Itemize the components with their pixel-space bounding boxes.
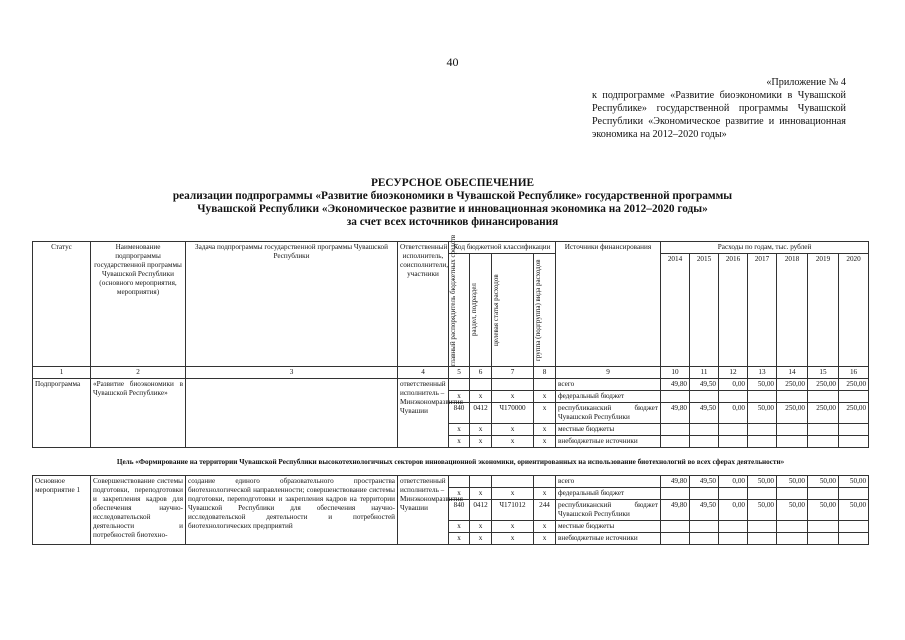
amount-cell bbox=[808, 533, 839, 545]
amount-cell: 50,00 bbox=[748, 476, 777, 488]
amount-cell bbox=[690, 488, 719, 500]
code-cell bbox=[534, 476, 556, 488]
amount-cell: 250,00 bbox=[808, 403, 839, 424]
amount-cell: 50,00 bbox=[808, 476, 839, 488]
code-cell: x bbox=[470, 436, 492, 448]
amount-cell: 49,50 bbox=[690, 476, 719, 488]
column-number: 8 bbox=[534, 367, 556, 379]
source-cell: республиканский бюджет Чувашской Республики bbox=[556, 500, 661, 521]
amount-cell: 0,00 bbox=[719, 476, 748, 488]
task-cell bbox=[186, 379, 398, 448]
appendix-title: «Приложение № 4 bbox=[766, 77, 846, 88]
code-cell: 0412 bbox=[470, 500, 492, 521]
column-number: 10 bbox=[661, 367, 690, 379]
amount-cell bbox=[839, 391, 869, 403]
page-number: 40 bbox=[446, 55, 459, 69]
code-cell: 840 bbox=[449, 403, 470, 424]
table-row bbox=[33, 379, 869, 391]
amount-cell bbox=[748, 533, 777, 545]
amount-cell bbox=[748, 391, 777, 403]
code-cell: x bbox=[534, 424, 556, 436]
amount-cell bbox=[690, 436, 719, 448]
code-cell: 244 bbox=[534, 500, 556, 521]
amount-cell: 250,00 bbox=[777, 403, 808, 424]
code-cell: Ч170000 bbox=[492, 403, 534, 424]
amount-cell bbox=[719, 391, 748, 403]
amount-cell bbox=[808, 391, 839, 403]
code-cell bbox=[492, 379, 534, 391]
column-number: 2 bbox=[91, 367, 186, 379]
amount-cell bbox=[690, 521, 719, 533]
amount-cell bbox=[839, 533, 869, 545]
amount-cell bbox=[777, 521, 808, 533]
column-number: 12 bbox=[719, 367, 748, 379]
code-cell: x bbox=[449, 391, 470, 403]
header-year: 2014 bbox=[661, 254, 690, 367]
source-cell: местные бюджеты bbox=[556, 521, 661, 533]
code-cell bbox=[492, 476, 534, 488]
header-year: 2016 bbox=[719, 254, 748, 367]
amount-cell: 50,00 bbox=[748, 500, 777, 521]
amount-cell bbox=[839, 424, 869, 436]
code-cell: x bbox=[470, 391, 492, 403]
amount-cell: 50,00 bbox=[808, 500, 839, 521]
task-cell: создание единого образовательного пространства биотехнологической направленности; совершенствование системы подготовки, переподготовки и закрепления кадров на территории Чувашской Республики для обеспечения научно-исследовательской деятельности и потребностей биотехнологических предприятий bbox=[186, 476, 398, 545]
header-code-group: Код бюджетной классификации bbox=[449, 242, 556, 254]
amount-cell bbox=[777, 533, 808, 545]
header-status: Статус bbox=[33, 242, 91, 367]
appendix-body: к подпрограмме «Развитие биоэкономики в Чувашской Республике» государственной программы Чувашской Республики «Экономическое развитие и инновационная экономика на 2012–2020 годы» bbox=[592, 90, 846, 140]
column-number: 13 bbox=[748, 367, 777, 379]
column-number: 15 bbox=[808, 367, 839, 379]
code-cell: x bbox=[492, 436, 534, 448]
column-number: 1 bbox=[33, 367, 91, 379]
amount-cell: 250,00 bbox=[839, 379, 869, 391]
code-cell: x bbox=[492, 391, 534, 403]
amount-cell: 49,80 bbox=[661, 476, 690, 488]
code-cell bbox=[534, 379, 556, 391]
column-number: 4 bbox=[398, 367, 449, 379]
amount-cell bbox=[808, 424, 839, 436]
code-cell: x bbox=[449, 436, 470, 448]
column-number: 7 bbox=[492, 367, 534, 379]
amount-cell bbox=[661, 391, 690, 403]
amount-cell bbox=[748, 424, 777, 436]
name-cell: «Развитие биоэкономики в Чувашской Республике» bbox=[91, 379, 186, 448]
amount-cell: 50,00 bbox=[748, 379, 777, 391]
source-cell: местные бюджеты bbox=[556, 424, 661, 436]
amount-cell bbox=[839, 488, 869, 500]
amount-cell: 250,00 bbox=[839, 403, 869, 424]
code-cell: x bbox=[470, 424, 492, 436]
column-number: 14 bbox=[777, 367, 808, 379]
amount-cell bbox=[661, 436, 690, 448]
code-cell: x bbox=[470, 533, 492, 545]
amount-cell: 50,00 bbox=[777, 500, 808, 521]
amount-cell: 0,00 bbox=[719, 379, 748, 391]
amount-cell: 49,50 bbox=[690, 379, 719, 391]
header-year: 2017 bbox=[748, 254, 777, 367]
code-cell bbox=[470, 379, 492, 391]
code-cell: x bbox=[449, 533, 470, 545]
amount-cell bbox=[719, 436, 748, 448]
amount-cell bbox=[690, 424, 719, 436]
source-cell: всего bbox=[556, 476, 661, 488]
status-cell: Подпрограмма bbox=[33, 379, 91, 448]
source-cell: республиканский бюджет Чувашской Республики bbox=[556, 403, 661, 424]
code-cell: x bbox=[492, 533, 534, 545]
column-number-row bbox=[33, 367, 869, 379]
amount-cell bbox=[661, 424, 690, 436]
source-cell: всего bbox=[556, 379, 661, 391]
column-number: 16 bbox=[839, 367, 869, 379]
column-number: 3 bbox=[186, 367, 398, 379]
code-cell: x bbox=[534, 436, 556, 448]
source-cell: федеральный бюджет bbox=[556, 391, 661, 403]
amount-cell: 49,80 bbox=[661, 500, 690, 521]
amount-cell: 49,50 bbox=[690, 403, 719, 424]
code-cell bbox=[449, 379, 470, 391]
amount-cell bbox=[719, 424, 748, 436]
title-line-4: за счет всех источников финансирования bbox=[346, 216, 559, 228]
title-line-1: РЕСУРСНОЕ ОБЕСПЕЧЕНИЕ bbox=[370, 177, 535, 189]
code-cell: x bbox=[470, 521, 492, 533]
header-code-grbs: главный распорядитель бюджетных средств bbox=[449, 234, 457, 366]
code-cell: 0412 bbox=[470, 403, 492, 424]
header-responsible: Ответственный исполнитель, соисполнители, участники bbox=[398, 242, 449, 367]
title-line-2: реализации подпрограммы «Развитие биоэкономики в Чувашской Республике» государственной программы bbox=[172, 190, 733, 202]
header-sources: Источники финансирования bbox=[556, 242, 661, 367]
code-cell: x bbox=[492, 424, 534, 436]
amount-cell bbox=[839, 436, 869, 448]
amount-cell bbox=[719, 533, 748, 545]
amount-cell: 49,50 bbox=[690, 500, 719, 521]
amount-cell bbox=[690, 533, 719, 545]
code-cell: x bbox=[534, 403, 556, 424]
amount-cell: 49,80 bbox=[661, 403, 690, 424]
responsible-cell: ответственный исполнитель – Минэкономразвития Чувашии bbox=[398, 476, 449, 545]
amount-cell: 50,00 bbox=[839, 476, 869, 488]
code-cell: x bbox=[449, 488, 470, 500]
table-row bbox=[33, 476, 869, 488]
amount-cell bbox=[748, 488, 777, 500]
resource-table bbox=[32, 234, 869, 545]
code-cell: x bbox=[492, 521, 534, 533]
header-task: Задача подпрограммы государственной программы Чувашской Республики bbox=[186, 242, 398, 367]
amount-cell bbox=[719, 521, 748, 533]
amount-cell bbox=[748, 436, 777, 448]
amount-cell bbox=[661, 521, 690, 533]
code-cell: x bbox=[492, 488, 534, 500]
goal-row bbox=[33, 448, 869, 476]
code-cell: 840 bbox=[449, 500, 470, 521]
code-cell: x bbox=[534, 521, 556, 533]
amount-cell: 0,00 bbox=[719, 500, 748, 521]
amount-cell: 50,00 bbox=[748, 403, 777, 424]
code-cell: x bbox=[534, 391, 556, 403]
header-year: 2019 bbox=[808, 254, 839, 367]
header-code-target: целевая статья расходов bbox=[492, 274, 500, 346]
code-cell: x bbox=[534, 533, 556, 545]
header-code-section: раздел, подраздел bbox=[470, 283, 478, 337]
amount-cell bbox=[808, 488, 839, 500]
header-year: 2018 bbox=[777, 254, 808, 367]
header-name: Наименование подпрограммы государственной программы Чувашской Республики (основного мероприятия, мероприятия) bbox=[91, 242, 186, 367]
amount-cell bbox=[839, 521, 869, 533]
code-cell bbox=[470, 476, 492, 488]
amount-cell: 0,00 bbox=[719, 403, 748, 424]
amount-cell bbox=[661, 488, 690, 500]
amount-cell bbox=[777, 488, 808, 500]
source-cell: внебюджетные источники bbox=[556, 436, 661, 448]
amount-cell bbox=[777, 436, 808, 448]
status-cell: Основное мероприятие 1 bbox=[33, 476, 91, 545]
amount-cell bbox=[661, 533, 690, 545]
header-year: 2015 bbox=[690, 254, 719, 367]
responsible-cell: ответственный исполнитель – Минэкономразвития Чувашии bbox=[398, 379, 449, 448]
amount-cell: 50,00 bbox=[777, 476, 808, 488]
amount-cell bbox=[748, 521, 777, 533]
appendix-note bbox=[592, 76, 846, 141]
header-code-type: группа (подгруппа) вида расходов bbox=[534, 259, 542, 361]
code-cell: Ч171012 bbox=[492, 500, 534, 521]
code-cell: x bbox=[449, 521, 470, 533]
title-line-3: Чувашской Республики «Экономическое развитие и инновационная экономика на 2012–2020 годы» bbox=[197, 203, 708, 215]
source-cell: внебюджетные источники bbox=[556, 533, 661, 545]
column-number: 6 bbox=[470, 367, 492, 379]
document-title bbox=[90, 177, 815, 229]
column-number: 5 bbox=[449, 367, 470, 379]
amount-cell bbox=[777, 424, 808, 436]
code-cell bbox=[449, 476, 470, 488]
amount-cell bbox=[690, 391, 719, 403]
column-number: 11 bbox=[690, 367, 719, 379]
amount-cell bbox=[777, 391, 808, 403]
amount-cell bbox=[719, 488, 748, 500]
amount-cell: 250,00 bbox=[808, 379, 839, 391]
column-number: 9 bbox=[556, 367, 661, 379]
amount-cell: 250,00 bbox=[777, 379, 808, 391]
amount-cell bbox=[808, 436, 839, 448]
code-cell: x bbox=[534, 488, 556, 500]
code-cell: x bbox=[470, 488, 492, 500]
header-expenses: Расходы по годам, тыс. рублей bbox=[661, 242, 869, 254]
header-year: 2020 bbox=[839, 254, 869, 367]
amount-cell: 50,00 bbox=[839, 500, 869, 521]
amount-cell: 49,80 bbox=[661, 379, 690, 391]
amount-cell bbox=[808, 521, 839, 533]
name-cell: Совершенствование системы подготовки, переподготовки и закрепления кадров для обеспечения научно-исследовательской деятельности и потребностей биотехно- bbox=[91, 476, 186, 545]
goal-text: Цель «Формирование на территории Чувашской Республики высокотехнологичных секторов инновационной экономики, ориентированных на использование биотехнологий во всех сферах деятельности» bbox=[33, 448, 869, 476]
source-cell: федеральный бюджет bbox=[556, 488, 661, 500]
code-cell: x bbox=[449, 424, 470, 436]
